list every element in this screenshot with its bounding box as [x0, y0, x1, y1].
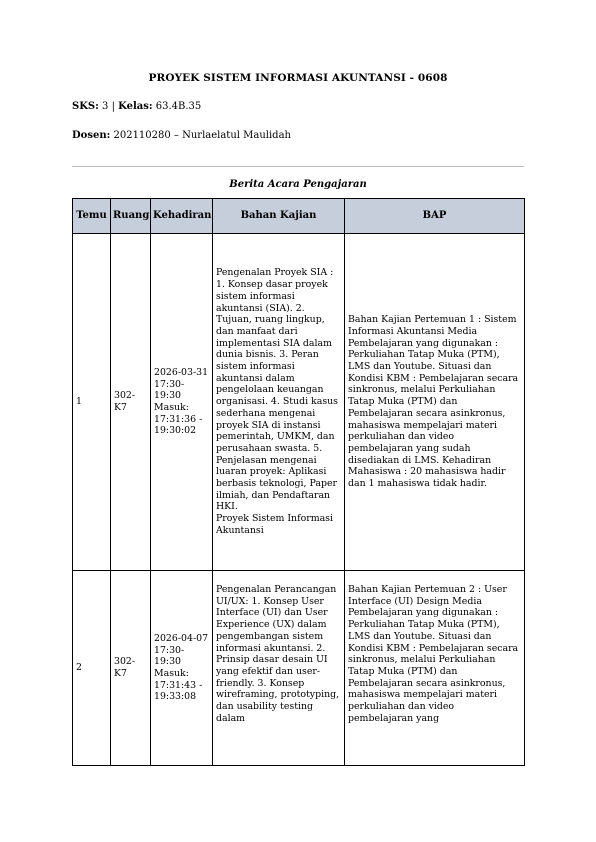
- cell-temu: 1: [73, 234, 111, 571]
- bahan-kajian-subtitle: Proyek Sistem Informasi Akuntansi: [216, 513, 333, 536]
- document-title: PROYEK SISTEM INFORMASI AKUNTANSI - 0608: [148, 72, 448, 84]
- table-row: [73, 571, 525, 766]
- table-caption: Berita Acara Pengajaran: [229, 179, 367, 190]
- cell-kehadiran: 2026-03-31 17:30-19:30 Masuk: 17:31:36 - 19:30:02: [151, 234, 213, 571]
- cell-ruang: 302-K7: [111, 571, 151, 766]
- bahan-kajian-text: Pengenalan Perancangan UI/UX: 1. Konsep User Interface (UI) dan User Experience (UX) dalam pengembangan sistem informasi akuntansi. 2. Prinsip dasar desain UI yang efektif dan user-friendly. 3. Konsep wireframing, prototyping, dan usability testing dalam: [216, 584, 340, 724]
- cell-ruang: 302-K7: [111, 234, 151, 571]
- column-header-bahan-kajian: Bahan Kajian: [213, 199, 345, 234]
- bap-text: Bahan Kajian Pertemuan 2 : User Interface (UI) Design Media Pembelajaran yang digunakan : Perkuliahan Tatap Muka (PTM), LMS dan Youtube. Situasi dan Kondisi KBM : Pembelajaran secara sinkronus, melalui Perkuliahan Tatap Muka (PTM) dan Pembelajaran secara asinkronus, mahasiswa mempelajari materi perkuliahan dan video pembelajaran yang: [348, 584, 519, 724]
- column-header-bap: BAP: [345, 199, 525, 234]
- kelas-value: 63.4B.35: [155, 101, 202, 112]
- sks-label: SKS:: [72, 101, 99, 112]
- kelas-label: Kelas:: [118, 101, 153, 112]
- sks-value: 3: [102, 101, 109, 112]
- cell-temu: 2: [73, 571, 111, 766]
- dosen-label: Dosen:: [72, 130, 111, 141]
- lecturer-line: [72, 130, 291, 141]
- bahan-kajian-text: Pengenalan Proyek SIA : 1. Konsep dasar proyek sistem informasi akuntansi (SIA). 2. Tujuan, ruang lingkup, dan manfaat dari implementasi SIA dalam dunia bisnis. 3. Peran sistem informasi akuntansi dalam pengelolaan keuangan organisasi. 4. Studi kasus sederhana mengenai proyek SIA di instansi pemerintah, UMKM, dan perusahaan swasta. 5. Penjelasan mengenai luaran proyek: Aplikasi berbasis teknologi, Paper ilmiah, dan Pendaftaran HKI.: [216, 267, 338, 513]
- column-header-kehadiran: Kehadiran: [151, 199, 213, 234]
- course-info-line: SKS: 3 | Kelas: 63.4B.35: [72, 101, 202, 112]
- cell-kehadiran: 2026-04-07 17:30-19:30 Masuk: 17:31:43 - 19:33:08: [151, 571, 213, 766]
- cell-bahan-kajian: [213, 571, 345, 766]
- column-header-temu: Temu: [73, 199, 111, 234]
- dosen-value: 202110280 – Nurlaelatul Maulidah: [113, 130, 291, 141]
- cell-bap: [345, 571, 525, 766]
- column-header-ruang: Ruang: [111, 199, 151, 234]
- table-row: [73, 234, 525, 571]
- divider: [72, 166, 524, 167]
- teaching-report-table: [72, 198, 525, 766]
- cell-bahan-kajian: [213, 234, 345, 571]
- table-header-row: [73, 199, 525, 234]
- cell-bap: Bahan Kajian Pertemuan 1 : Sistem Informasi Akuntansi Media Pembelajaran yang digunakan : Perkuliahan Tatap Muka (PTM), LMS dan Youtube. Situasi dan Kondisi KBM : Pembelajaran secara sinkronus, melalui Perkuliahan Tatap Muka (PTM) dan Pembelajaran secara asinkronus, mahasiswa mempelajari materi perkuliahan dan video pembelajaran yang sudah disediakan di LMS. Kehadiran Mahasiswa : 20 mahasiswa hadir dan 1 mahasiswa tidak hadir.: [345, 234, 525, 571]
